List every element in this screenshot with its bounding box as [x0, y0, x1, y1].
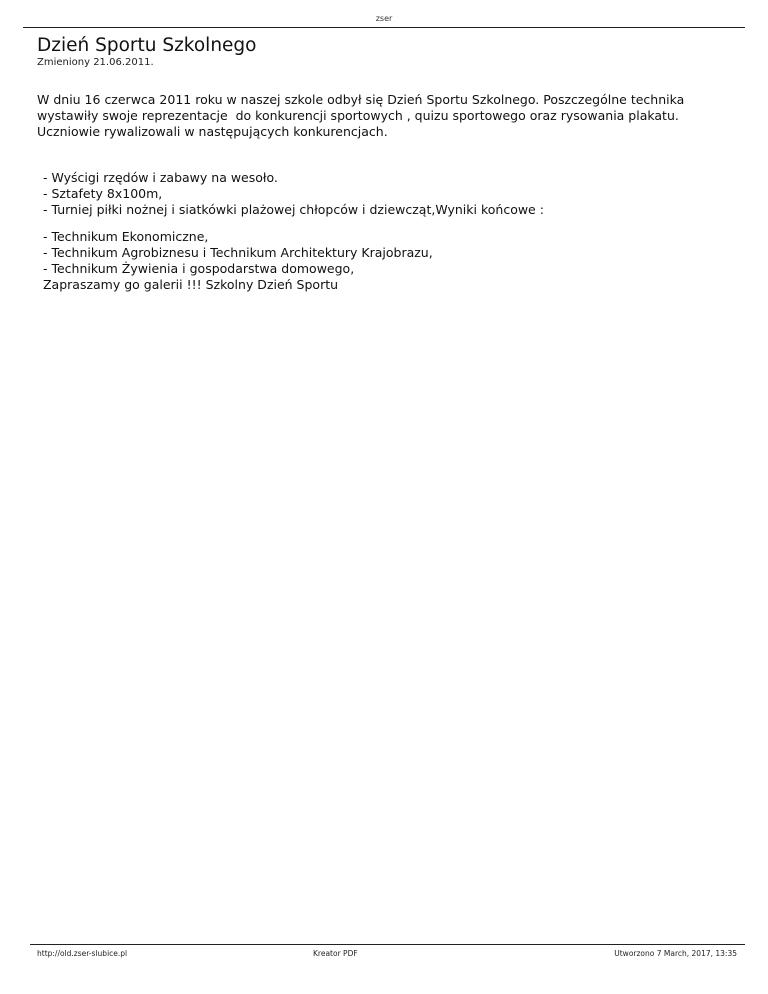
competitions-list — [37, 170, 737, 218]
header-divider — [23, 27, 745, 28]
list-item: - Wyścigi rzędów i zabawy na wesoło. — [39, 170, 278, 185]
footer-generator: Kreator PDF — [313, 949, 358, 958]
article-intro: W dniu 16 czerwca 2011 roku w naszej szkole odbył się Dzień Sportu Szkolnego. Poszczególne technika wystawiły swoje reprezentacje do konkurencji sportowych , quizu sportowego oraz rysowania plakatu. Uczniowie rywalizowali w następujących konkurencjach. — [37, 92, 689, 139]
list-item: - Technikum Agrobiznesu i Technikum Architektury Krajobrazu, — [39, 245, 433, 260]
results-list — [37, 229, 737, 293]
footer-url: http://old.zser-slubice.pl — [37, 949, 128, 958]
footer-divider — [30, 944, 745, 945]
gallery-invitation-text: Zapraszamy go galerii !!! — [39, 277, 206, 292]
footer-created-date: Utworzono 7 March, 2017, 13:35 — [614, 949, 737, 958]
article-modified-date: Zmieniony 21.06.2011. — [37, 57, 154, 68]
article — [37, 34, 737, 293]
gallery-link[interactable]: Szkolny Dzień Sportu — [205, 277, 339, 292]
gallery-invitation — [39, 277, 737, 293]
list-item: - Technikum Żywienia i gospodarstwa domowego, — [39, 261, 355, 276]
page-header-site-label: zser — [375, 14, 393, 23]
list-item: - Turniej piłki nożnej i siatkówki plażowej chłopców i dziewcząt,Wyniki końcowe : — [39, 202, 544, 217]
list-item: - Sztafety 8x100m, — [39, 186, 163, 201]
list-item: - Technikum Ekonomiczne, — [39, 229, 209, 244]
article-title: Dzień Sportu Szkolnego — [37, 35, 257, 56]
